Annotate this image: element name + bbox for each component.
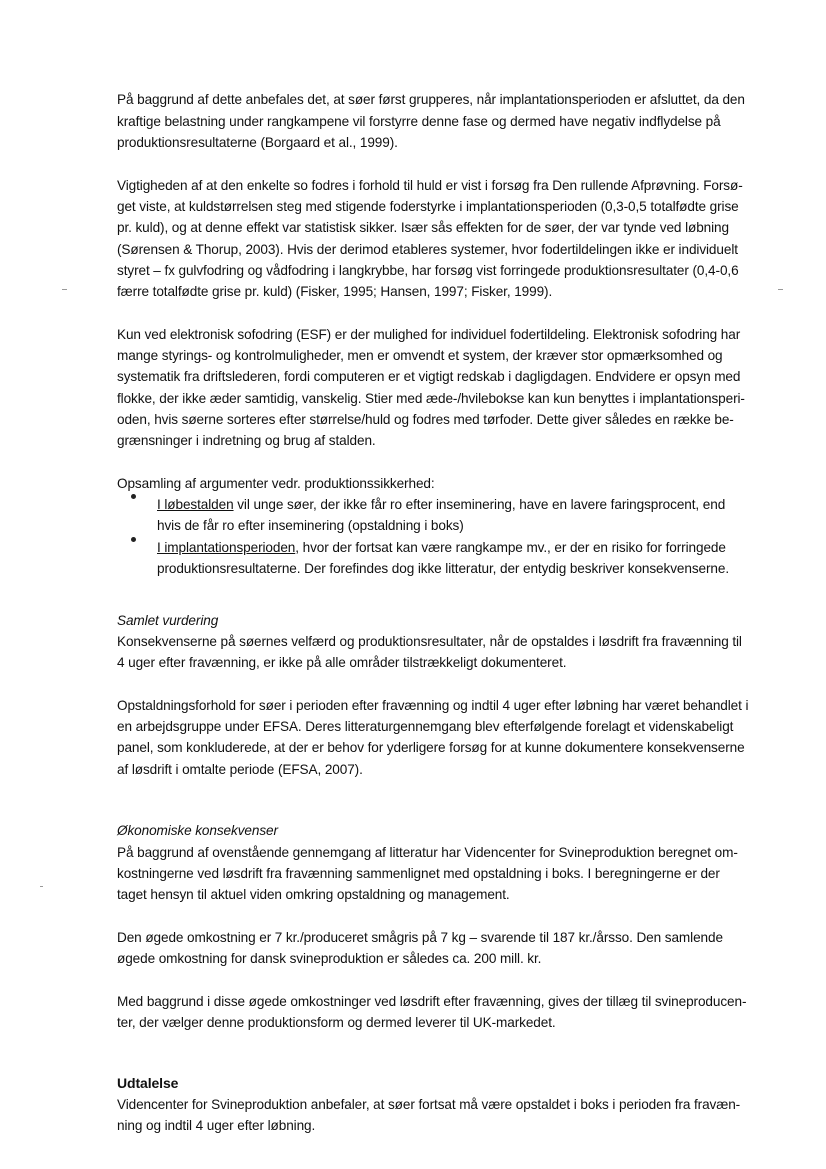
text-line: 4 uger efter fravænning, er ikke på alle områder tilstrækkeligt dokumenteret. [117,655,567,670]
text-line: oden, hvis søerne sorteres efter størrelse/huld og fodres med tørfoder. Dette giver således en række be- [117,412,734,427]
bullet-item [157,497,725,513]
bullet-icon [131,537,136,542]
bullet-item [157,540,726,556]
text-line: Opstaldningsforhold for søer i perioden efter fravænning og indtil 4 uger efter løbning har været behandlet i [117,698,749,713]
bullet-term: I løbestalden [157,497,234,512]
text-line: ter, der vælger denne produktionsform og dermed leverer til UK-markedet. [117,1015,556,1030]
text-line: produktionsresultaterne (Borgaard et al., 1999). [117,135,398,150]
text-line: get viste, at kuldstørrelsen steg med stigende foderstyrke i implantationsperioden (0,3-0,5 totalfødte grise [117,199,739,214]
section-heading: Samlet vurdering [117,613,219,628]
text-line: Med baggrund i disse øgede omkostninger ved løsdrift efter fravænning, gives der tillæg til svineproducen- [117,994,747,1009]
scan-speck [62,289,67,290]
scan-speck [778,289,783,290]
bullet-text: produktionsresultaterne. Der forefindes dog ikke litteratur, der entydig beskriver konsekvenserne. [157,561,730,576]
section-heading: Økonomiske konsekvenser [117,823,278,838]
text-line: Den øgede omkostning er 7 kr./produceret smågris på 7 kg – svarende til 187 kr./årsso. Den samlende [117,930,723,945]
text-line: færre totalfødte grise pr. kuld) (Fisker, 1995; Hansen, 1997; Fisker, 1999). [117,284,553,299]
text-line: øgede omkostning for dansk svineproduktion er således ca. 200 mill. kr. [117,951,542,966]
text-line: pr. kuld), og at denne effekt var statistisk sikker. Især sås effekten for de søer, der var tynde ved løbning [117,220,729,235]
text-line: systematik fra driftslederen, fordi computeren er et vigtigt redskab i dagligdagen. Endvidere er opsyn med [117,369,741,384]
text-line: taget hensyn til aktuel viden omkring opstaldning og management. [117,887,510,902]
text-line: Konsekvenserne på søernes velfærd og produktionsresultater, når de opstaldes i løsdrift fra fravænning til [117,634,742,649]
text-line: kostningerne ved løsdrift fra fravænning sammenlignet med opstaldning i boks. I beregningerne er der [117,866,720,881]
bullet-text: hvis de får ro efter inseminering (opstaldning i boks) [157,518,464,533]
text-line: Kun ved elektronisk sofodring (ESF) er der mulighed for individuel fodertildeling. Elektronisk sofodring har [117,327,741,342]
bullet-text: vil unge søer, der ikke får ro efter inseminering, have en lavere faringsprocent, end [233,497,726,512]
text-line: af løsdrift i omtalte periode (EFSA, 2007). [117,762,363,777]
text-line: grænsninger i indretning og brug af stalden. [117,433,376,448]
text-line: Vigtigheden af at den enkelte so fodres i forhold til huld er vist i forsøg fra Den rullende Afprøvning. Forsø- [117,178,743,193]
text-line: (Sørensen & Thorup, 2003). Hvis der derimod etableres systemer, hvor fodertildelingen ikke er individuelt [117,242,738,257]
text-line: panel, som konkluderede, at der er behov for yderligere forsøg for at kunne dokumentere konsekvenserne [117,740,745,755]
bullet-text: , hvor der fortsat kan være rangkampe mv., er der en risiko for forringede [295,540,726,555]
text-line: På baggrund af dette anbefales det, at søer først grupperes, når implantationsperioden er afsluttet, da den [117,92,745,107]
summary-intro: Opsamling af argumenter vedr. produktionssikkerhed: [117,476,435,491]
text-line: kraftige belastning under rangkampene vil forstyrre denne fase og dermed have negativ indflydelse på [117,114,721,129]
text-line: mange styrings- og kontrolmuligheder, men er omvendt et system, der kræver stor opmærksomhed og [117,348,723,363]
bullet-term: I implantationsperioden [157,540,296,555]
text-line: ning og indtil 4 uger efter løbning. [117,1118,316,1133]
text-line: styret – fx gulvfodring og vådfodring i langkrybbe, har forsøg vist forringede produktionsresultater (0,4-0,6 [117,263,739,278]
text-line: flokke, der ikke æder samtidig, vanskelig. Stier med æde-/hvilebokse kan kun benyttes i implantationsperi- [117,391,745,406]
scan-speck [40,886,43,887]
text-line: Videncenter for Svineproduktion anbefaler, at søer fortsat må være opstaldet i boks i perioden fra fravæn- [117,1097,741,1112]
section-heading: Udtalelse [117,1075,179,1091]
bullet-icon [131,494,136,499]
text-line: en arbejdsgruppe under EFSA. Deres litteraturgennemgang blev efterfølgende forelagt et videnskabeligt [117,719,734,734]
text-line: På baggrund af ovenstående gennemgang af litteratur har Videncenter for Svineproduktion beregnet om- [117,845,738,860]
